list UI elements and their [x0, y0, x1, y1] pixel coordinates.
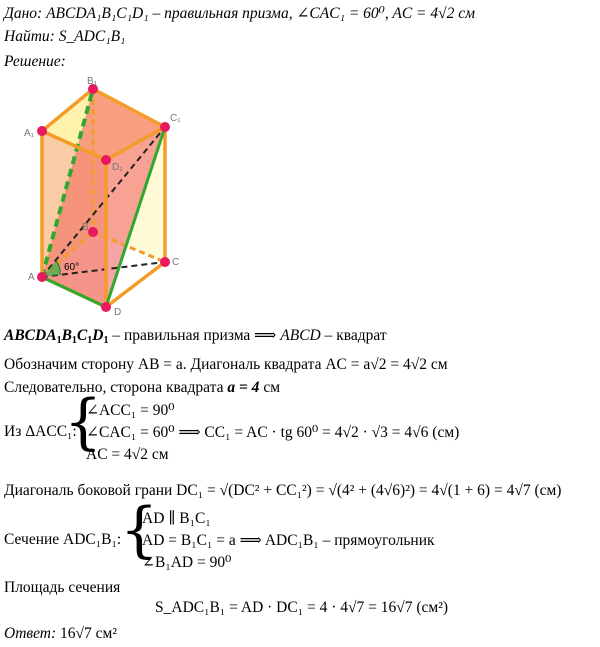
label-a: A	[28, 272, 35, 283]
vertex-a	[37, 272, 47, 282]
find-line	[4, 27, 125, 47]
label-b: B	[82, 222, 89, 233]
l4-prefix: Из ΔACC₁:	[4, 423, 77, 440]
l6-prefix: Сечение ADC₁B₁:	[4, 531, 122, 548]
sys2-row1: AD ∥ B₁C₁	[142, 510, 211, 527]
given-label: Дано:	[4, 5, 43, 22]
sys2-row3: ∠B₁AD = 90⁰	[142, 554, 232, 571]
sys1-row2: ∠CAC₁ = 60⁰ ⟹ CC₁ = AC · tg 60⁰ = 4√2 · √3 = 4√6 (см)	[86, 424, 460, 441]
label-d: D	[114, 307, 122, 318]
l3-c: см	[259, 379, 281, 396]
l1-c: ABCD	[280, 327, 321, 344]
label-d1: D₁	[112, 162, 123, 173]
answer-line	[4, 624, 117, 644]
vertex-d	[101, 302, 111, 312]
vertex-a1	[37, 126, 47, 136]
label-c: C	[172, 257, 180, 268]
l3-b: a = 4	[227, 379, 260, 396]
solution-label: Решение:	[4, 53, 66, 70]
vertex-c	[160, 257, 170, 267]
vertex-c1	[160, 122, 170, 132]
line-prism-square: ABCDA1B1C1D1 – правильная призма ⟹ ABCD – квадрат	[4, 327, 387, 346]
label-a1: A₁	[24, 128, 35, 139]
angle-label: 60°	[64, 262, 80, 273]
brace-1: {	[64, 387, 103, 457]
label-b1: B₁	[87, 76, 98, 87]
answer-value: 16√7 см²	[60, 625, 117, 642]
vertex-b	[88, 227, 98, 237]
brace-2: {	[120, 495, 159, 565]
sys2-row2: AD = B₁C₁ = a ⟹ ADC₁B₁ – прямоугольник	[142, 532, 435, 549]
given-text: ABCDA₁B₁C₁D₁ – правильная призма, ∠CAC₁ = 60⁰, AC = 4√2 см	[46, 5, 476, 22]
sys1-row1: ∠ACC₁ = 90⁰	[86, 402, 175, 419]
vertex-d1	[101, 155, 111, 165]
line-side-value	[4, 378, 280, 398]
answer-label: Ответ:	[4, 625, 57, 642]
l1-d: – квадрат	[320, 327, 387, 344]
find-label: Найти:	[4, 28, 55, 45]
line-side-a: Обозначим сторону AB = a. Диагональ квадрата AC = a√2 = 4√2 см	[4, 356, 448, 373]
prism-figure	[20, 72, 190, 322]
line-area-label: Площадь сечения	[4, 579, 121, 596]
find-text: S_ADC₁B₁	[58, 28, 126, 45]
sys1-row3: AC = 4√2 см	[86, 446, 169, 463]
l1-subs: 1	[56, 335, 62, 346]
l1-a: ABCDA	[4, 327, 57, 344]
given-line	[4, 4, 475, 24]
l1-b: – правильная призма ⟹	[108, 327, 281, 344]
label-c1: C₁	[170, 113, 181, 124]
line-area-formula: S_ADC₁B₁ = AD · DC₁ = 4 · 4√7 = 16√7 (см²)	[155, 599, 449, 616]
line-diagonal-dc1: Диагональ боковой грани DC₁ = √(DC² + CC₁²) = √(4² + (4√6)²) = 4√(1 + 6) = 4√7 (см)	[4, 482, 562, 499]
l3-a: Следовательно, сторона квадрата	[4, 379, 228, 396]
